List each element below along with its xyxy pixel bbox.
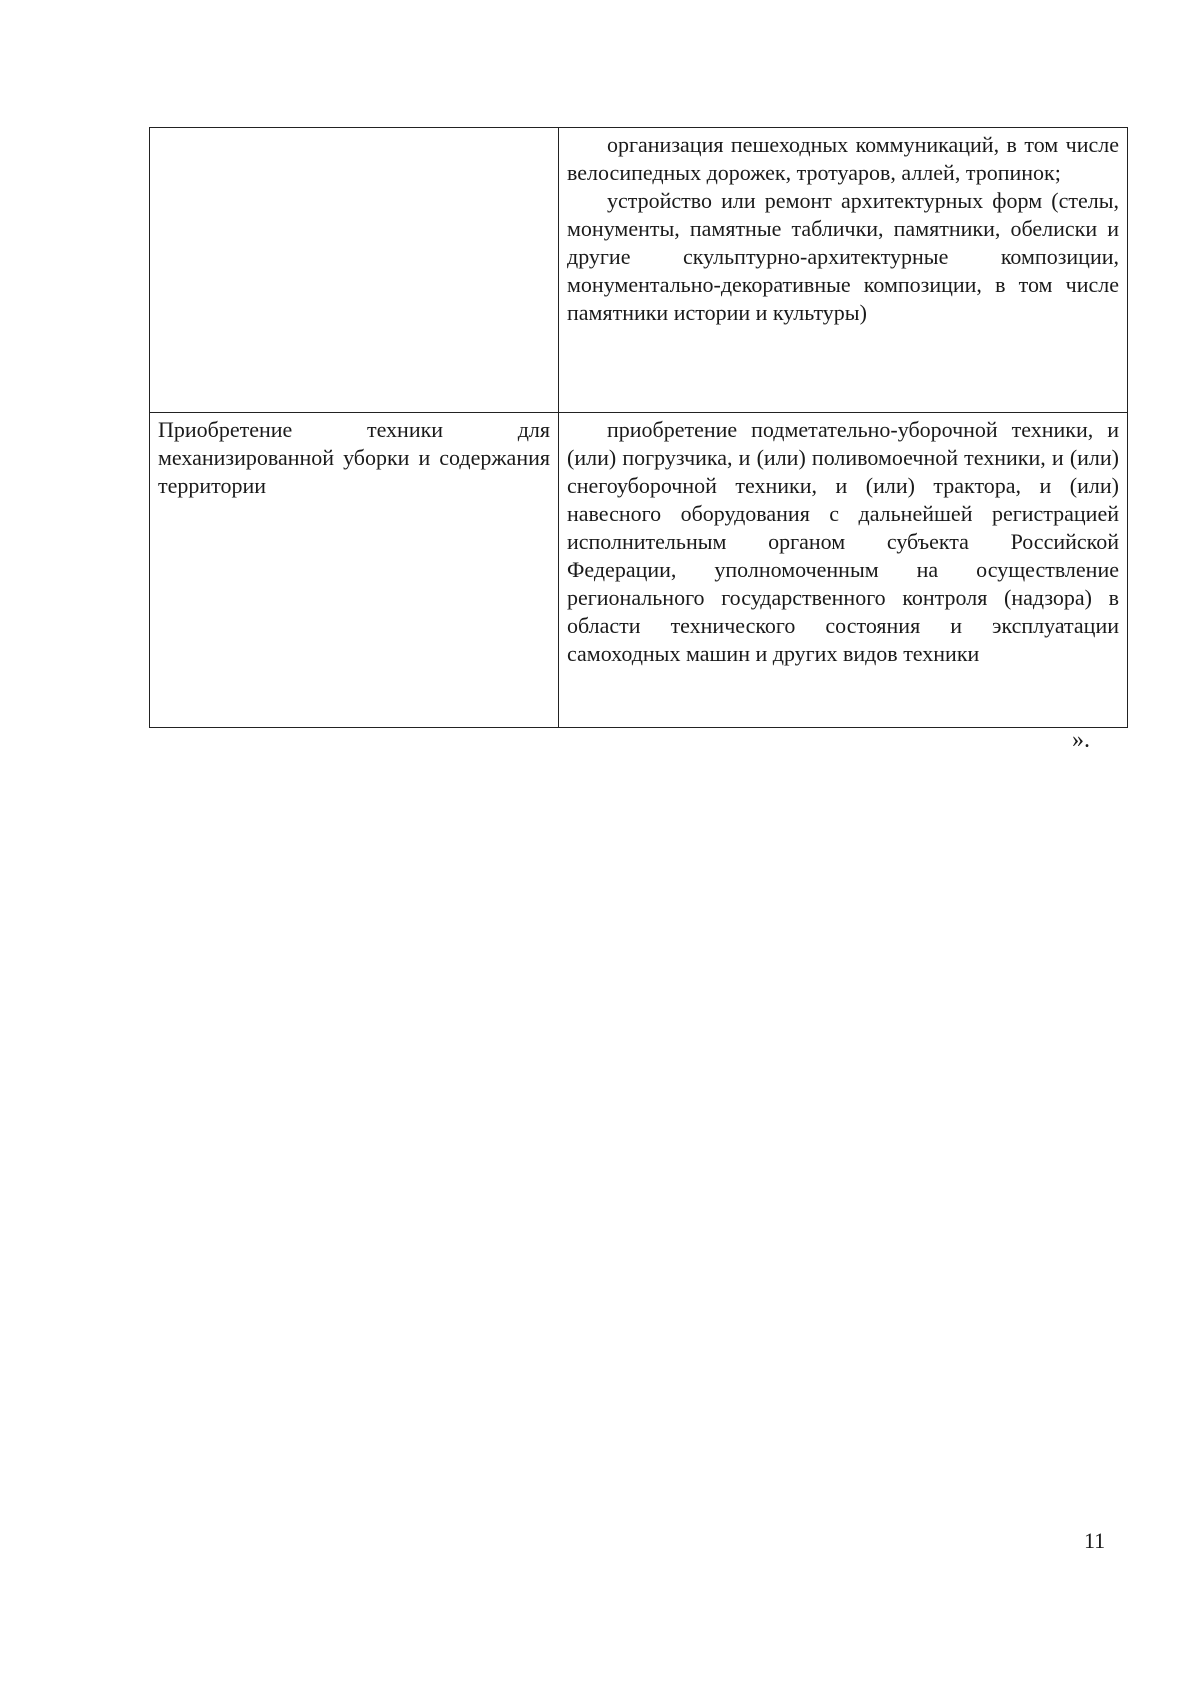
measures-table (149, 127, 1128, 728)
table-row (150, 413, 1128, 728)
table-cell-left (150, 413, 559, 728)
closing-quote: ». (1072, 727, 1090, 753)
table-row (150, 128, 1128, 413)
table-cell-right (559, 413, 1128, 728)
cell-text: Приобретение техники для механизированной уборки и содержания территории (158, 417, 550, 498)
page-number: 11 (1084, 1528, 1106, 1553)
table-cell-right (559, 128, 1128, 413)
table-cell-left (150, 128, 559, 413)
cell-paragraph: организация пешеходных коммуникаций, в том числе велосипедных дорожек, тротуаров, аллей, тропинок; (567, 132, 1119, 185)
cell-paragraph: приобретение подметательно-уборочной техники, и (или) погрузчика, и (или) поливомоечной техники, и (или) снегоуборочной техники, и (или) трактора, и (или) навесного оборудования с дальнейшей регистрацией исполнительным органом субъекта Российской Федерации, уполномоченным на осуществление регионального государственного контроля (надзора) в области технического состояния и эксплуатации самоходных машин и других видов техники (567, 417, 1119, 666)
cell-paragraph: устройство или ремонт архитектурных форм (стелы, монументы, памятные таблички, памятники, обелиски и другие скульптурно-архитектурные композиции, монументально-декоративные композиции, в том числе памятники истории и культуры) (567, 188, 1119, 325)
